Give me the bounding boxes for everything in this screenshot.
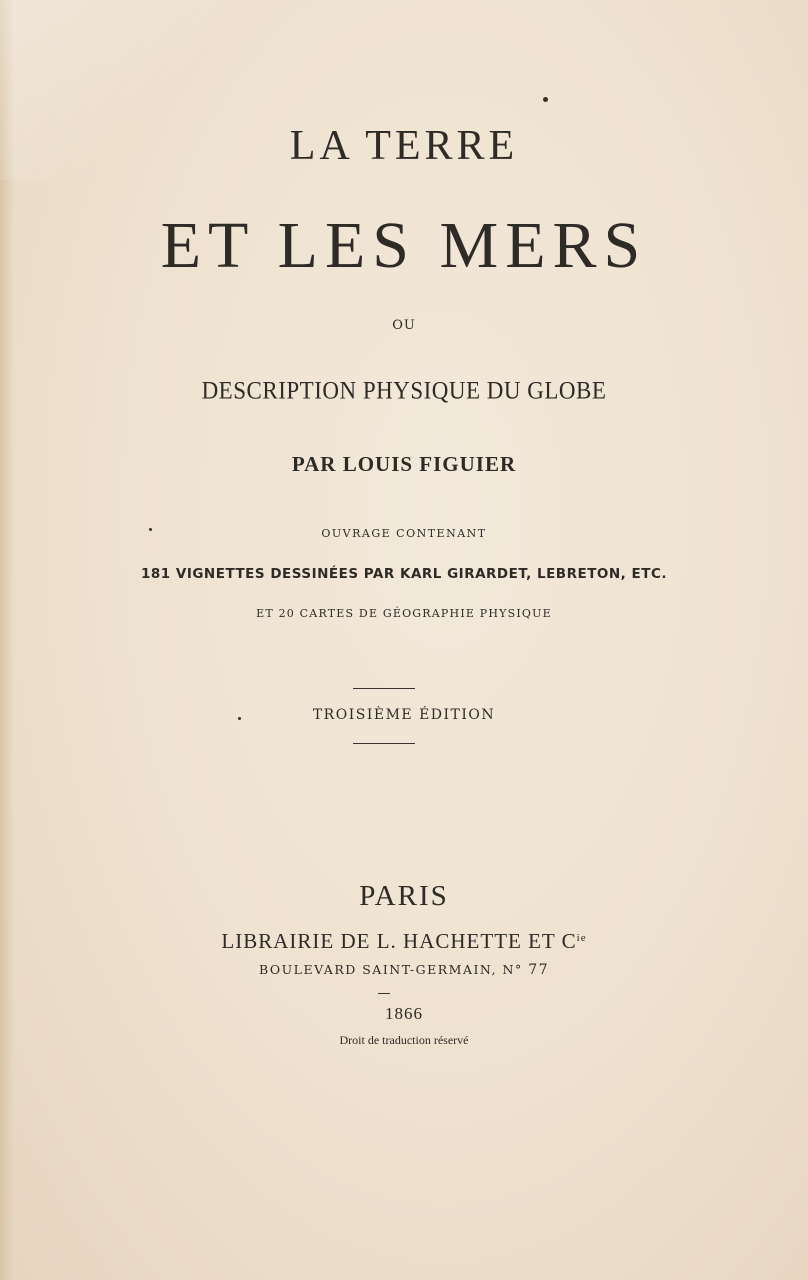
imprint-city: PARIS (359, 880, 449, 912)
contents-intro: OUVRAGE CONTENANT (321, 527, 487, 540)
ink-speck (543, 97, 548, 102)
title-line-1: LA TERRE (289, 123, 519, 169)
imprint-address (0, 962, 808, 978)
subtitle: DESCRIPTION PHYSIQUE DU GLOBE (201, 376, 607, 404)
page-edge-shadow (0, 0, 14, 1280)
publisher-name: LIBRAIRIE DE L. HACHETTE ET C (221, 929, 577, 953)
divider-rule-top (353, 688, 415, 689)
edition-line: TROISIÈME ÉDITION (312, 707, 496, 723)
imprint-publisher (0, 929, 808, 954)
divider-rule-bottom (353, 743, 415, 744)
imprint-year: 1866 (385, 1004, 423, 1023)
short-dash (378, 993, 390, 994)
title-line-2: ET LES MERS (160, 209, 648, 282)
title-connector: OU (392, 318, 416, 333)
contents-vignettes: 181 VIGNETTES DESSINÉES PAR KARL GIRARDET, LEBRETON, ETC. (141, 566, 667, 582)
rights-notice: Droit de traduction réservé (339, 1033, 469, 1047)
publisher-superscript: ie (576, 932, 587, 944)
author-line: PAR LOUIS FIGUIER (291, 452, 517, 476)
address-number: 77 (528, 962, 550, 978)
contents-maps: ET 20 CARTES DE GÉOGRAPHIE PHYSIQUE (256, 607, 552, 620)
address-street: BOULEVARD SAINT-GERMAIN, N° (258, 962, 523, 977)
